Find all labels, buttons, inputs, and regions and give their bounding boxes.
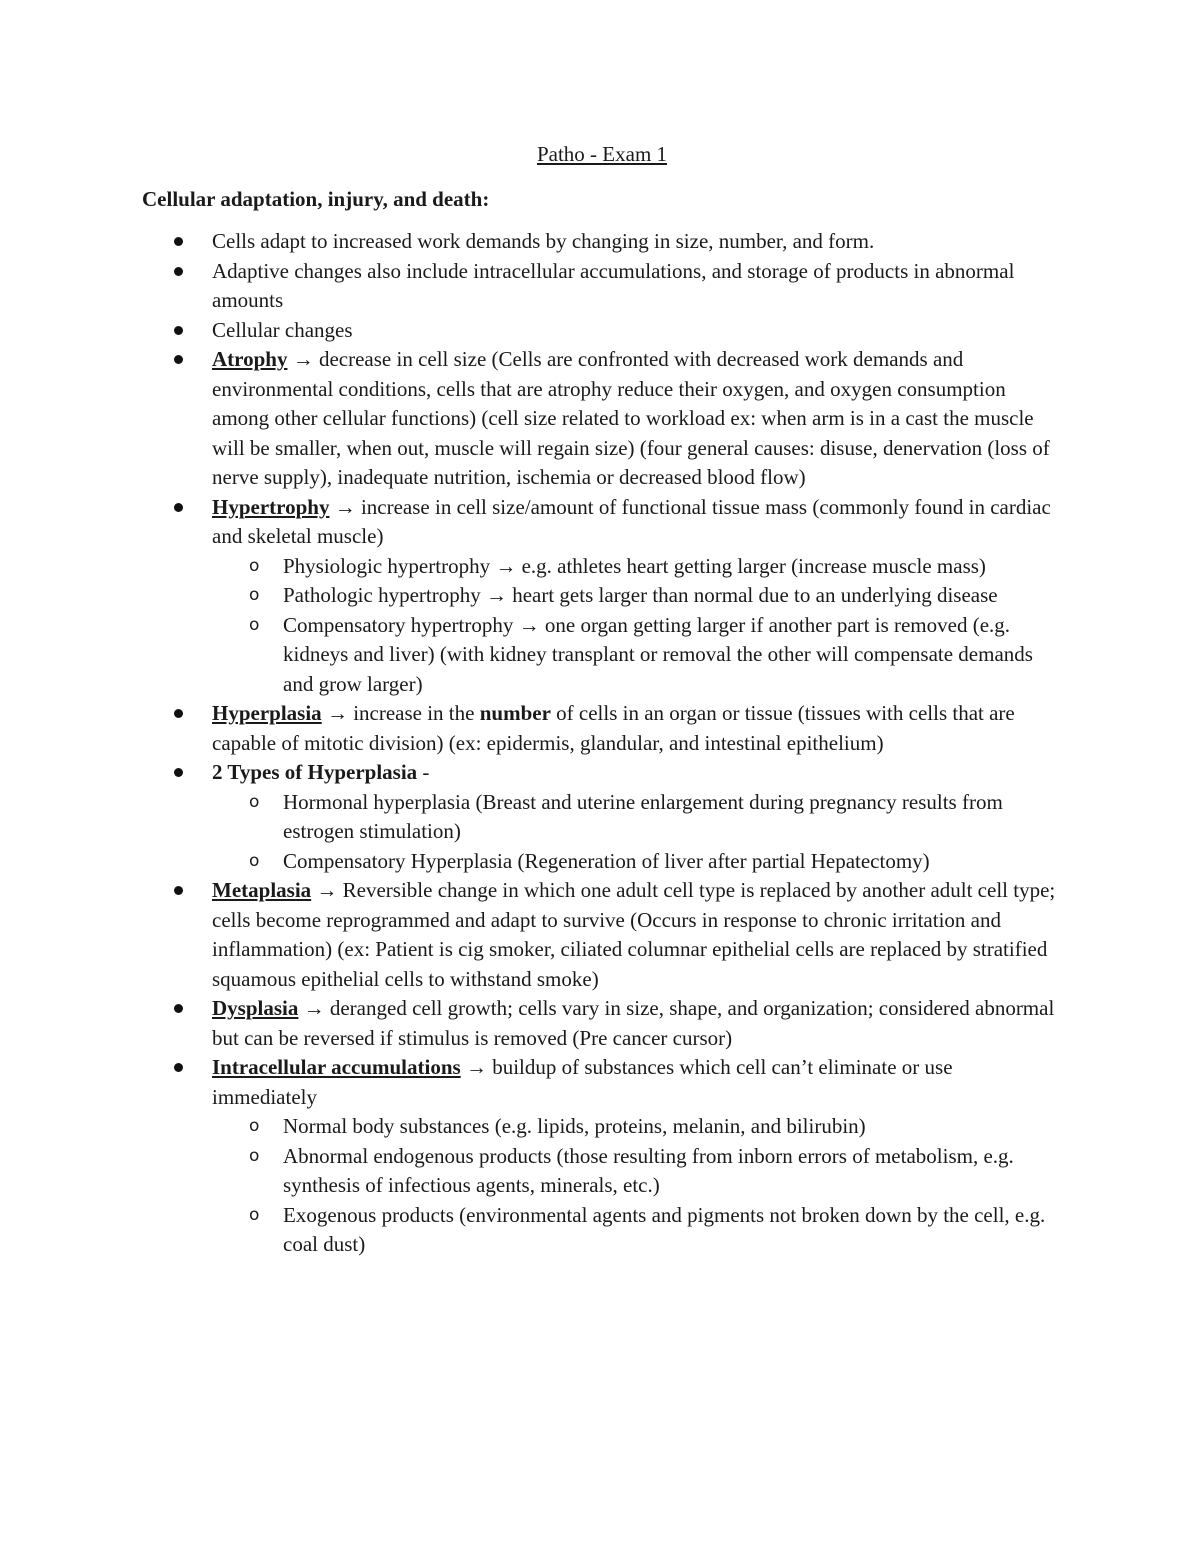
term-dysplasia: Dysplasia	[212, 996, 299, 1020]
circle-bullet-icon: o	[249, 791, 260, 812]
sub-list-item-text: Normal body substances (e.g. lipids, proteins, melanin, and bilirubin)	[283, 1114, 866, 1138]
sub-list-item	[212, 1142, 1062, 1201]
list-item-hyperplasia	[142, 699, 1062, 758]
circle-bullet-icon: o	[249, 1204, 260, 1225]
types-hyperplasia-dash: -	[417, 760, 430, 784]
hyperplasia-text-before: → increase in the	[321, 701, 480, 725]
sub-list-item-text: Physiologic hypertrophy → e.g. athletes heart getting larger (increase muscle mass)	[283, 553, 986, 578]
bullet-icon	[174, 355, 183, 364]
list-item-intracellular-accumulations	[142, 1053, 1062, 1260]
hypertrophy-sublist	[212, 552, 1062, 700]
bullet-icon	[174, 1004, 183, 1013]
list-item-text: Cellular changes	[212, 317, 353, 342]
term-hyperplasia: Hyperplasia	[212, 701, 322, 725]
types-hyperplasia-heading: 2 Types of Hyperplasia	[212, 760, 418, 784]
hyperplasia-types-sublist	[212, 788, 1062, 877]
bullet-icon	[174, 709, 183, 718]
main-bullet-list	[142, 227, 1062, 1260]
list-item-atrophy	[142, 345, 1062, 493]
bullet-icon	[174, 267, 183, 276]
bullet-icon	[174, 768, 183, 777]
sub-list-item	[212, 1112, 1062, 1142]
list-item	[142, 227, 1062, 257]
list-item	[142, 316, 1062, 346]
list-item-hypertrophy	[142, 493, 1062, 700]
circle-bullet-icon: o	[249, 555, 260, 576]
hyperplasia-emphasis: number	[479, 701, 551, 725]
bullet-icon	[174, 1063, 183, 1072]
document-page	[142, 140, 1062, 1260]
bullet-icon	[174, 237, 183, 246]
section-heading: Cellular adaptation, injury, and death:	[142, 187, 490, 211]
sub-list-item-text: Exogenous products (environmental agents and pigments not broken down by the cell, e.g. coal dust)	[283, 1202, 1046, 1256]
circle-bullet-icon: o	[249, 614, 260, 635]
sub-list-item-text: Hormonal hyperplasia (Breast and uterine enlargement during pregnancy results from estrogen stimulation)	[283, 789, 1003, 843]
term-hypertrophy: Hypertrophy	[212, 494, 330, 519]
list-item	[142, 257, 1062, 316]
accumulations-definition: → buildup of substances which cell can’t eliminate or use immediately	[212, 1055, 953, 1109]
circle-bullet-icon: o	[249, 1145, 260, 1166]
sub-list-item	[212, 581, 1062, 611]
sub-list-item	[212, 788, 1062, 847]
hyperplasia-text-after: of cells in an organ or tissue (tissues with cells that are capable of mitotic division) (ex: epidermis, glandular, and intestinal epithelium)	[212, 701, 1015, 755]
list-item-text: Cells adapt to increased work demands by changing in size, number, and form.	[212, 229, 875, 253]
bullet-icon	[174, 503, 183, 512]
sub-list-item-text: Abnormal endogenous products (those resulting from inborn errors of metabolism, e.g. synthesis of infectious agents, minerals, etc.)	[283, 1143, 1014, 1197]
sub-list-item-text: Compensatory Hyperplasia (Regeneration of liver after partial Hepatectomy)	[283, 848, 930, 873]
term-metaplasia: Metaplasia	[212, 878, 312, 902]
term-atrophy: Atrophy	[212, 347, 288, 371]
circle-bullet-icon: o	[249, 585, 260, 605]
atrophy-definition: → decrease in cell size (Cells are confronted with decreased work demands and environmental conditions, cells that are atrophy reduce their oxygen, and oxygen consumption among other cellular functions) (cell size related to workload ex: when arm is in a cast the muscle will be smaller, when out, muscle will regain size) (four general causes: disuse, denervation (loss of nerve supply), inadequate nutrition, ischemia or decreased blood flow)	[212, 347, 1050, 489]
list-item-text: Adaptive changes also include intracellular accumulations, and storage of products in abnormal amounts	[212, 258, 1015, 312]
sub-list-item	[212, 847, 1062, 877]
sub-list-item	[212, 611, 1062, 700]
bullet-icon	[174, 886, 183, 895]
metaplasia-definition: → Reversible change in which one adult cell type is replaced by another adult cell type; cells become reprogrammed and adapt to survive (Occurs in response to chronic irritation and inflammation) (ex: Patient is cig smoker, ciliated columnar epithelial cells are replaced by stratified squamous epithelial cells to withstand smoke)	[212, 878, 1056, 991]
circle-bullet-icon: o	[249, 850, 260, 871]
term-intracellular-accumulations: Intracellular accumulations	[212, 1055, 461, 1079]
accumulations-sublist	[212, 1112, 1062, 1260]
document-title: Patho - Exam 1	[536, 142, 668, 166]
hypertrophy-definition: → increase in cell size/amount of functional tissue mass (commonly found in cardiac and skeletal muscle)	[212, 494, 1051, 548]
sub-list-item	[212, 552, 1062, 582]
dysplasia-definition: → deranged cell growth; cells vary in size, shape, and organization; considered abnormal but can be reversed if stimulus is removed (Pre cancer cursor)	[212, 996, 1055, 1050]
list-item-metaplasia	[142, 876, 1062, 994]
sub-list-item-text: Pathologic hypertrophy → heart gets larger than normal due to an underlying disease	[283, 583, 998, 607]
sub-list-item-text: Compensatory hypertrophy → one organ getting larger if another part is removed (e.g. kidneys and liver) (with kidney transplant or removal the other will compensate demands and grow larger)	[283, 612, 1033, 696]
list-item-dysplasia	[142, 994, 1062, 1053]
bullet-icon	[174, 326, 183, 335]
list-item-types-hyperplasia	[142, 758, 1062, 876]
circle-bullet-icon: o	[249, 1116, 260, 1136]
sub-list-item	[212, 1201, 1062, 1260]
